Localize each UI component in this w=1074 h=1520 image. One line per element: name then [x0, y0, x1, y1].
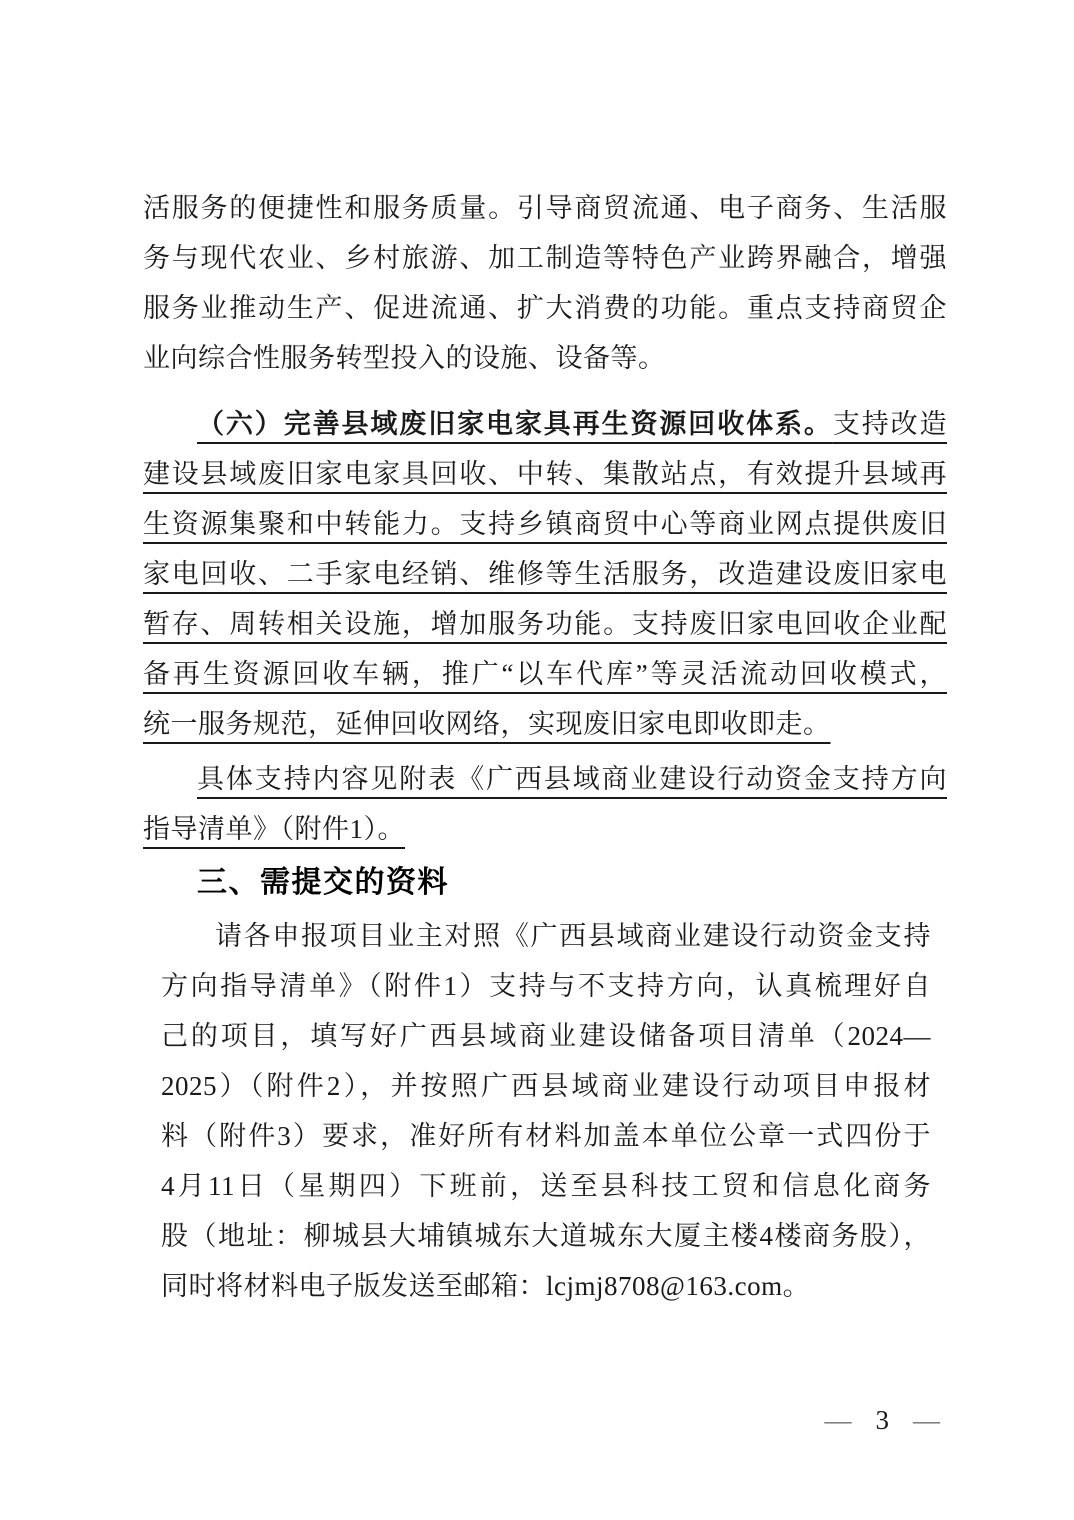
text-line: 4月11日（星期四）下班前，送至县科技工贸和信息化商务 — [161, 1171, 931, 1201]
text-line: 请各申报项目业主对照《广西县域商业建设行动资金支持 — [215, 921, 931, 951]
section-six-bold-title: （六）完善县域废旧家电家具再生资源回收体系。 — [197, 409, 833, 439]
text-line: 方向指导清单》（附件1）支持与不支持方向，认真梳理好自 — [161, 971, 931, 1001]
text-line: 2025）（附件2），并按照广西县域商业建设行动项目申报材 — [161, 1071, 931, 1101]
text-line: 指导清单》（附件1）。 — [143, 814, 405, 844]
text-line: 业向综合性服务转型投入的设施、设备等。 — [143, 343, 666, 373]
paragraph-attachment-note — [143, 754, 947, 854]
text-line: 家电回收、二手家电经销、维修等生活服务，改造建设废旧家电 — [143, 559, 947, 589]
text-line: 暂存、周转相关设施，增加服务功能。支持废旧家电回收企业配 — [143, 609, 947, 639]
page-footer — [825, 1403, 941, 1437]
paragraph-services-continuation — [143, 183, 947, 383]
text-line: 建设县域废旧家电家具回收、中转、集散站点，有效提升县域再 — [143, 459, 947, 489]
page-number: 3 — [875, 1405, 889, 1435]
section-heading-three: 三、需提交的资料 — [197, 866, 449, 899]
text-line: 具体支持内容见附表《广西县域商业建设行动资金支持方向 — [197, 764, 947, 794]
text-line: 备再生资源回收车辆，推广“以车代库”等灵活流动回收模式， — [143, 659, 947, 689]
document-content — [143, 183, 947, 1311]
text-line: 服务业推动生产、促进流通、扩大消费的功能。重点支持商贸企 — [143, 293, 947, 323]
text-line: 活服务的便捷性和服务质量。引导商贸流通、电子商务、生活服 — [143, 193, 947, 223]
paragraph-section-six-recycling — [143, 399, 947, 749]
text-line: 生资源集聚和中转能力。支持乡镇商贸中心等商业网点提供废旧 — [143, 509, 947, 539]
text-line: 统一服务规范，延伸回收网络，实现废旧家电即收即走。 — [143, 709, 831, 739]
text-line: 己的项目，填写好广西县域商业建设储备项目清单（2024— — [161, 1021, 931, 1051]
footer-dash-right: — — [913, 1405, 940, 1435]
section-six-lead-rest: 支持改造 — [832, 409, 948, 439]
text-line: 料（附件3）要求，准好所有材料加盖本单位公章一式四份于 — [161, 1121, 931, 1151]
footer-dash-left: — — [824, 1405, 852, 1435]
text-line: 同时将材料电子版发送至邮箱：lcjmj8708@163.com。 — [161, 1271, 811, 1301]
text-line: 股（地址：柳城县大埔镇城东大道城东大厦主楼4楼商务股）， — [161, 1221, 931, 1251]
paragraph-submission-instructions — [161, 911, 931, 1311]
text-line — [143, 399, 947, 449]
text-line: 务与现代农业、乡村旅游、加工制造等特色产业跨界融合，增强 — [143, 243, 947, 273]
